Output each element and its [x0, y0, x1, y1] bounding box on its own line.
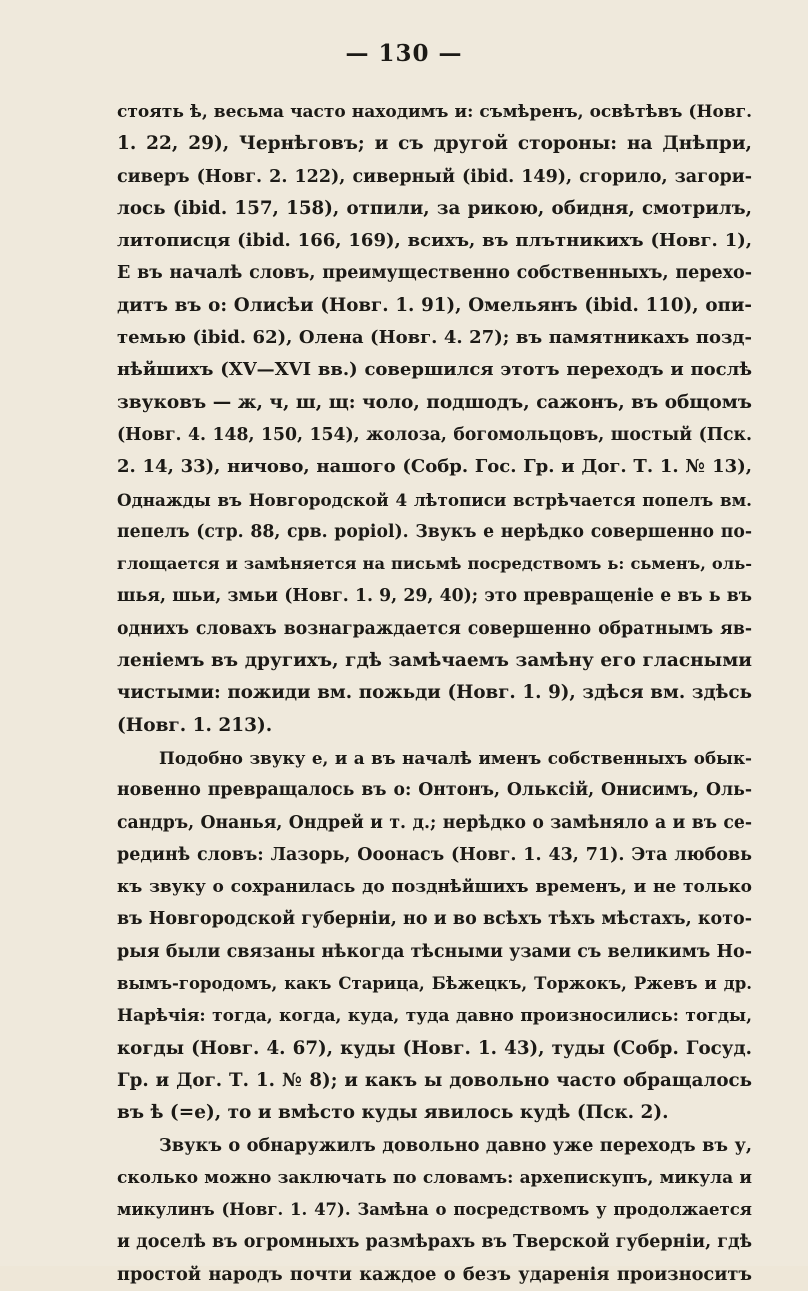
- body-text: [117, 96, 752, 1291]
- text-line: сандръ, Онанья, Ондрей и т. д.; нерѣдко о замѣняло а и въ се-: [117, 812, 752, 833]
- text-line: рыя были связаны нѣкогда тѣсными узами съ великимъ Но-: [117, 941, 752, 962]
- text-line: Гр. и Дог. Т. 1. № 8); и какъ ы довольно часто обращалось: [117, 1069, 752, 1091]
- text-line: когды (Новг. 4. 67), куды (Новг. 1. 43), туды (Собр. Госуд.: [117, 1037, 752, 1059]
- paragraph-end-line: (Новг. 1. 213).: [117, 714, 273, 736]
- text-line: новенно превращалось въ о: Онтонъ, Ольксій, Онисимъ, Оль-: [117, 780, 752, 801]
- text-line: къ звуку о сохранилась до позднѣйшихъ временъ, и не только: [117, 877, 752, 898]
- text-line: темью (ibid. 62), Олена (Новг. 4. 27); въ памятникахъ позд-: [117, 327, 752, 349]
- text-line: сколько можно заключать по словамъ: архепискупъ, микула и: [117, 1167, 752, 1188]
- text-line: лось (ibid. 157, 158), отпили, за рикою, обидня, смотрилъ,: [117, 197, 752, 219]
- text-line: пепелъ (стр. 88, срв. popiol). Звукъ е нерѣдко совершенно по-: [117, 521, 752, 542]
- text-line: глощается и замѣняется на письмѣ посредствомъ ь: сьменъ, оль-: [117, 554, 752, 574]
- text-line: (Новг. 4. 148, 150, 154), жолоза, богомольцовъ, шостый (Пск.: [117, 424, 752, 445]
- text-line: стоять ѣ, весьма часто находимъ и: съмѣренъ, освѣтѣвъ (Новг.: [117, 102, 752, 122]
- page-number: — 130 —: [345, 40, 463, 67]
- text-line: сиверъ (Новг. 2. 122), сиверный (ibid. 149), сгорило, загори-: [117, 166, 752, 187]
- text-line: въ Новгородской губерніи, но и во всѣхъ тѣхъ мѣстахъ, кото-: [117, 909, 752, 930]
- paragraph-start-line: Подобно звуку е, и а въ началѣ именъ собственныхъ обык-: [159, 747, 752, 768]
- text-line: микулинъ (Новг. 1. 47). Замѣна о посредствомъ у продолжается: [117, 1200, 752, 1220]
- text-line: Е въ началѣ словъ, преимущественно собственныхъ, перехо-: [117, 263, 752, 284]
- text-line: Однажды въ Новгородской 4 лѣтописи встрѣчается попелъ вм.: [117, 489, 752, 510]
- text-line: рединѣ словъ: Лазорь, Ооонасъ (Новг. 1. 43, 71). Эта любовь: [117, 844, 752, 865]
- paragraph-start-line: Звукъ о обнаружилъ довольно давно уже переходъ въ у,: [159, 1134, 752, 1156]
- text-line: литописця (ibid. 166, 169), всихъ, въ плътникихъ (Новг. 1),: [117, 230, 752, 252]
- paragraph-end-line: въ ѣ (=е), то и вмѣсто куды явилось кудѣ (Пск. 2).: [117, 1102, 669, 1124]
- text-line: и доселѣ въ огромныхъ размѣрахъ въ Тверской губерніи, гдѣ: [117, 1232, 752, 1253]
- text-line: одниxъ словахъ вознаграждается совершенно обратнымъ яв-: [117, 618, 752, 639]
- text-line: 1. 22, 29), Чернѣговъ; и съ другой стороны: на Днѣпри,: [117, 133, 752, 155]
- text-line: Нарѣчія: тогда, когда, куда, туда давно произносились: тогды,: [117, 1006, 752, 1027]
- text-line: леніемъ въ другихъ, гдѣ замѣчаемъ замѣну его гласными: [117, 650, 752, 672]
- text-line: дитъ въ о: Олисѣи (Новг. 1. 91), Омельянъ (ibid. 110), опи-: [117, 294, 752, 316]
- text-line: нѣйшихъ (XV—XVI вв.) совершился этотъ переходъ и послѣ: [117, 359, 752, 381]
- text-line: 2. 14, 33), ничово, нашого (Собр. Гос. Гр. и Дог. Т. 1. № 13),: [117, 456, 752, 478]
- text-line: простой народъ почти каждое о безъ ударенія произноситъ: [117, 1263, 752, 1285]
- text-line: звуковъ — ж, ч, ш, щ: чоло, подшодъ, сажонъ, въ общомъ: [117, 391, 752, 413]
- text-line: вымъ-городомъ, какъ Старица, Бѣжецкъ, Торжокъ, Ржевъ и др.: [117, 974, 752, 994]
- text-line: шья, шьи, змьи (Новг. 1. 9, 29, 40); это превращеніе е въ ь въ: [117, 586, 752, 607]
- text-line: чистыми: пожиди вм. пожьди (Новг. 1. 9), здѣся вм. здѣсь: [117, 682, 752, 704]
